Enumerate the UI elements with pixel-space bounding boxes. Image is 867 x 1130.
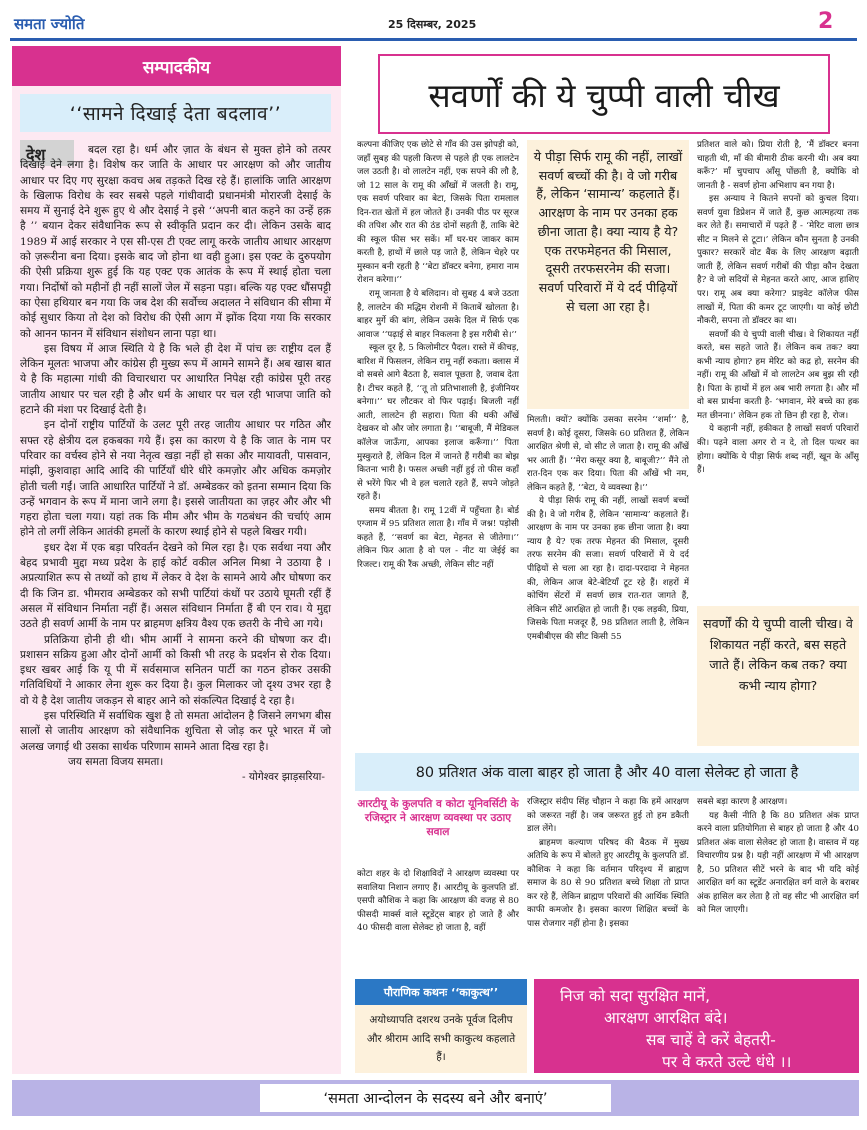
mythology-text: अयोध्यापति दशरथ उनके पूर्वज दिलीप और श्रीराम आदि सभी काकुत्थ कहलाते हैं। [366, 1014, 516, 1063]
editorial-paragraph: प्रतिक्रिया होनी ही थी। भीम आर्मी ने सामना करने की घोषणा कर दी। प्रशासन सक्रिय हुआ और दोनों आर्मी को किसी भी तरह के प्रदर्शन से रोक दिया। इधर खबर आई कि यू पी में सर्वसमाज सनितन पार्टी का गठन होकर उसकी गतिविधियों ने आकार लेना शुरू कर दिया है। कुल मिलाकर जो दृश्य उभर रहा है वो ये है देश जातीय जकड़न से बाहर आने को संकल्पित दिखाई दे रहा है। [20, 633, 331, 707]
story-paragraph: यह कैसी नीति है कि 80 प्रतिशत अंक प्राप्त करने वाला प्रतियोगिता से बाहर हो जाता है और 40 प्रतिशत अंक वाला सेलेक्ट हो जाता है। वास्तव में यह विचारणीय प्रश्न है। यही नहीं आरक्षण में भी आरक्षण है, 50 प्रतिशत सीटें भरने के बाद भी यदि कोई आरक्षित वर्ग का स्टूडेंट अनारक्षित वर्ग वाले के बराबर अंक हासिल कर लेता है तो वह सीट भी आरक्षित वर्ग को मिल जाएगी। [697, 810, 859, 916]
feature-paragraph: समय बीतता है। रामू 12वीं में पहुँचता है। बोर्ड एग्जाम में 95 प्रतिशत लाता है। गाँव में जश्न! पड़ोसी कहते हैं, ‘‘सवर्ण का बेटा, मेहनत से जीतेगा।’’ लेकिन फिर आता है वो पल - नीट या जेईई का रिजल्ट। रामू की रैंक अच्छी, लेकिन सीट नहीं [357, 505, 519, 570]
second-story-subhead-box [357, 797, 519, 867]
second-story-headline-box [355, 753, 859, 791]
slogan-box [534, 979, 859, 1073]
second-story-col-2 [527, 796, 689, 974]
editorial-paragraph: बदल रहा है। धर्म और ज़ात के बंधन से मुक्त होने को तत्पर दिखाई देने लगा है। विशेष कर जाति के आधार पर आरक्षण को और जातीय आधार पर दिए गए सुरक्षा कवच अब तड़कते दिख रहे हैं। हालांकि जाति आरक्षण के खिलाफ विरोध के स्वर सबसे पहले गांधीवादी प्रधानमंत्री मोरारजी देसाई के समय में सुनाई देने शुरू हुए थे और देसाई ने इसे ‘‘अपनी बात कहने का उन्हें हक़ है ’’ बयान देकर संवैधानिक रूप से स्वीकृति प्रदान कर दी। लेकिन उसके बाद 1989 में आई सरकार ने एस सी-एस टी एक्ट लागू करके जातीय आधार आरक्षण को ज़रूरीना बना दिया। इसके बाद जो होना था वही हुआ। इस एक्ट के दुरुपयोग की ऐसी प्रक्रिया शुरू हुई कि यह एक्ट एक आतंक के रूप में स्थाई होता चला गया। निर्दोषों को महीनों ही नहीं सालों जेल में सड़ना पड़ा। बल्कि यह एक्ट धौंसपट्टी का ऐसा हथियार बन गया कि जब देश की सर्वोच्च अदालत ने संविधान की सीमा में कोई सुधार किया तो देश को विरोध की ऐसी आग में झोंक दिया गया कि सरकार को आनन फानन में संविधान संशोधन लाना पड़ा था। [20, 144, 331, 340]
feature-col-1 [357, 139, 519, 745]
editorial-body [12, 86, 341, 1074]
second-story-col-1 [357, 868, 519, 974]
editorial-signature: - योगेश्वर झाड़सरिया- [241, 771, 325, 784]
editorial-text [20, 143, 331, 785]
mythology-label: पौराणिक कथनः ‘‘काकुत्थ’’ [383, 985, 499, 999]
dropcap: देश [20, 140, 74, 166]
story-paragraph: ब्राहमण कल्याण परिषद की बैठक में मुख्य अतिथि के रूप में बोलते हुए आरटीयू के कुलपति डॉ. कौशिक ने कहा कि वर्तमान परिदृश्य में ब्राह्मण समाज के 80 से 90 प्रतिशत बच्चे शिक्षा तो प्राप्त कर रहे हैं, लेकिन ब्राह्मण परिवारों की आर्थिक स्थिति काफी कमजोर है। इसका कारण शिक्षित बच्चों के पास रोजगार नहीं होना है। इसका [527, 837, 689, 929]
pullquote-1: ये पीड़ा सिर्फ रामू की नहीं, लाखों सवर्ण बच्चों की है। वे जो गरीब हैं, लेकिन ‘सामान्य’ कहलाते हैं। आरक्षण के नाम पर उनका हक छीना जाता है। क्या न्याय है ये? एक तरफमेहनत की मिसाल, दूसरी तरफसरनेम की सजा। सवर्ण परिवारों में ये दर्द पीढ़ियों से चला आ रहा है। [533, 149, 683, 314]
second-story-headline: 80 प्रतिशत अंक वाला बाहर हो जाता है और 40 वाला सेलेक्ट हो जाता है [415, 764, 799, 781]
editorial-paragraph: इस परिस्थिति में सर्वाधिक खुश है तो समता आंदोलन है जिसने लगभग बीस सालों से जातीय आरक्षण को संवैधानिक शुचिता से जोड़ कर पूरे भारत में जो अलख जगाई थी उसका सार्थक परिणाम सामने आता दिख रहा है। [20, 709, 331, 753]
editorial-title-box [20, 94, 331, 132]
section-label: सम्पादकीय [142, 57, 211, 78]
paper-name: समता ज्योति [14, 15, 85, 33]
mythology-label-box [355, 979, 527, 1005]
editorial-paragraph: इधर देश में एक बड़ा परिवर्तन देखने को मिल रहा है। एक सर्वथा नया और बेहद प्रभावी मुद्दा मध्य प्रदेश के हाई कोर्ट वकील अनिल मिश्रा ने उठाया है । अप्रत्याशित रूप से तथ्यों को हाथ में लेकर वे देश के सामने आये और घोषणा कर दी कि जिन डा. भीमराव अम्बेडकर को सभी पार्टियां कंधों पर उठाये घूमती रहीं हैं असल में संविधान निर्माता नहीं हैं। असल संविधान निर्माता हैं बी एन राव। ये मुद्दा उठते ही सवर्ण आर्मी के नाम पर ब्राहमण क्षत्रिय वैश्य एक छतरी के नीचे आ गये। [20, 541, 331, 631]
editorial-paragraph: इस विषय में आज स्थिति ये है कि भले ही देश में पांच छः राष्ट्रीय दल हैं लेकिन मूलतः भाजपा और कांग्रेस ही मुख्य रूप में आमने सामने हैं। अब खास बात ये है कि महात्मा गांधी की विचारधारा पर आधारित निपेक्ष रही कांग्रेस पूरी तरह जातीय आधार पर चल रही है और धर्म के आधार पर चल रही भाजपा जाति को हटाने की मंशा पर दिखाई देती है। [20, 342, 331, 417]
footer-slogan: ‘समता आन्दोलन के सदस्य बने और बनाएं’ [323, 1091, 548, 1107]
editorial-paragraph: इन दोनों राष्ट्रीय पार्टियों के उलट पूरी तरह जातीय आधार पर गठित और सफ्त रहे क्षेत्रीय दल हकबका गये हैं। इस का कारण ये है कि जात के नाम पर परिवार का वर्चस्व होने से नया नेतृत्व खड़ा नहीं हो सका और मायावती, पासवान, मांझी, कुशवाहा आदि आदि की पार्टियाँ धीरे धीरे कमज़ोर और अधिक कमज़ोर होती चली गईं। जाति आधारित पार्टियों ने डॉ. अम्बेडकर को इतना सम्मान दिया कि उन्हें भगवान के रूप में माना जाने लगा है। इससे जातीयता का ज़हर और और भी गहरा होता चला गया। यहां तक कि मीम और भीम के गठबंधन की चर्चाएं आम होने तो लगीं लेकिन आतंकी हमलों के कारण स्थाई होने से पहले बिखर गयी। [20, 419, 331, 539]
feature-paragraph: प्रतिशत वाले को। प्रिया रोती है, ‘मैं डॉक्टर बनना चाहती थी, माँ की बीमारी ठीक करनी थी। अब क्या करूँ?’ माँ चुपचाप आँसू पोंछती है, क्योंकि वो जानती है - सवर्ण होना अभिशाप बन गया है। [697, 140, 859, 191]
story-paragraph: सबसे बड़ा कारण है आरक्षण। [697, 797, 788, 807]
editorial-closing: जय समता विजय समता। [68, 755, 164, 768]
feature-headline-box [378, 54, 830, 134]
feature-headline: सवर्णों की ये चुप्पी वाली चीख [428, 75, 780, 115]
footer-slogan-box [260, 1084, 611, 1112]
slogan-line: पर वे करते उल्टे धंधे ।। [662, 1053, 792, 1071]
editorial-header [12, 46, 341, 86]
pullquote-2: सवर्णों की ये चुप्पी वाली चीख। वे शिकायत नहीं करते, बस सहते जाते हैं। लेकिन कब तक? क्या कभी न्याय होगा? [703, 616, 853, 693]
pullquote-2-box [697, 606, 859, 746]
page-number: 2 [818, 9, 834, 34]
editorial-title: ‘‘सामने दिखाई देता बदलाव’’ [69, 103, 282, 125]
feature-paragraph: रामू जानता है ये बलिदान। वो सुबह 4 बजे उठता है, लालटेन की मद्धिम रोशनी में किताबें खोलता है। बाहर मुर्गे की बांग, लेकिन उसके दिल में सिर्फ एक आवाज ‘‘पढ़ाई से बाहर निकलना है इस गरीबी से।’’ [357, 289, 519, 340]
feature-paragraph: ये कहानी नहीं, हकीकत है लाखों सवर्ण परिवारों की। पढ़ने वाला अगर रो न दे, तो दिल पत्थर का होगा। क्योंकि ये पीड़ा सिर्फ शब्द नहीं, खून के आँसू हैं। [697, 424, 859, 476]
slogan-line: निज को सदा सुरक्षित मानें, [560, 987, 711, 1005]
pullquote-1-box [527, 140, 689, 409]
feature-paragraph: सवर्णों की ये चुप्पी वाली चीख। वे शिकायत नहीं करते, बस सहते जाते हैं। लेकिन कब तक? क्या कभी न्याय होगा? हम मेरिट को कद्र हो, सरनेम की नहीं। रामू की आँखों में वो लालटेन अब बुझ सी रही है। पिता के हाथों में हल अब भारी लगता है। और माँ वो बस प्रार्थना करती है- ‘भगवान, मेरे बच्चे का हक मत छीनना।’ लेकिन हक तो छिन ही रहा है, रोज। [697, 329, 859, 421]
story-paragraph: कोटा शहर के दो शिक्षाविदों ने आरक्षण व्यवस्था पर सवालिया निशान लगाए हैं। आरटीयू के कुलपति डॉ. एसपी कौशिक ने कहा कि आरक्षण की वजह से 80 फीसदी मार्क्स वाले स्टूडेंट्स बाहर हो जाते हैं और 40 फीसदी वाला सेलेक्ट हो जाता है, वहीं [357, 869, 519, 934]
issue-date: 25 दिसम्बर, 2025 [388, 18, 477, 31]
feature-paragraph: ये पीड़ा सिर्फ रामू की नहीं, लाखों सवर्ण बच्चों की है। वे जो गरीब हैं, लेकिन ‘सामान्य’ कहलाते हैं। आरक्षण के नाम पर उनका हक छीना जाता है। क्या न्याय है ये? एक तरफ मेहनत की मिसाल, दूसरी तरफ सरनेम की सजा। सवर्ण परिवारों में ये दर्द पीढ़ियों से चला आ रहा है। दादा-परदादा ने मेहनत की, लेकिन आज बेटे-बेटियाँ टूट रहे हैं। शहरों में कोचिंग सेंटरों में सवर्ण छात्र रात-रात जागते हैं, लेकिन सीटें आरक्षित हो जाती हैं। एक लड़की, प्रिया, जिसके पिता मजदूर हैं, 98 प्रतिशत लाती है, लेकिन एमबीबीएस की सीट किसी 55 [527, 496, 689, 642]
slogan-line: सब चाहें वे करें बेहतरी- [646, 1031, 776, 1049]
editorial [12, 46, 341, 1074]
feature-paragraph: मिलती। क्यों? क्योंकि उसका सरनेम ‘‘शर्मा’’ है, सवर्ण है। कोई दूसरा, जिसके 60 प्रतिशत हैं, लेकिन आरक्षित श्रेणी से, वो सीट ले जाता है। रामू की आँखें भर आती हैं। ‘‘मेरा कसूर क्या है, बाबूजी?’’ मैंने तो रात-दिन एक कर दिया। पिता की आँखें भी नम, लेकिन कहते हैं, ‘‘बेटा, ये व्यवस्था है।’’ [527, 415, 689, 493]
feature-paragraph: स्कूल दूर है, 5 किलोमीटर पैदल। रास्ते में कीचड़, बारिश में फिसलन, लेकिन रामू नहीं रुकता। क्लास में वो सबसे आगे बैठता है, सवाल पूछता है, जवाब देता है। टीचर कहते हैं, ‘‘तू तो प्रतिभाशाली है, इंजीनियर बनेगा।’’ घर लौटकर वो फिर पढ़ाई। बिजली नहीं आती, लालटेन ही सहारा। पिता की थकी आँखें देखकर वो और जोर लगाता है। ‘‘बाबूजी, मैं मेडिकल कॉलेज जाऊँगा, आपका इलाज करूँगा।’’ पिता मुस्कुराते हैं, लेकिन दिल में जानते हैं गरीबी का बोझ कितना भारी है। फसल अच्छी नहीं हुई तो फीस कहाँ से भरेंगे फिर भी वे हल चलाते रहते हैं, सपने जोड़ते रहते हैं। [357, 343, 519, 503]
feature-paragraph: कल्पना कीजिए एक छोटे से गाँव की उस झोपड़ी को, जहाँ सुबह की पहली किरण से पहले ही एक लालटेन जल उठती है। वो लालटेन नहीं, एक सपने की लौ है, जो 12 साल के रामू की आँखों में जलती है। रामू, एक सवर्ण परिवार का बेटा, जिसके पिता रामलाल दिन-रात खेतों में हल जोतते हैं। उनकी पीठ पर सूरज की तपिश और रात की ठंड दोनों सहती हैं, ताकि बेटे की स्कूल फीस भर सकें। माँ घर-घर जाकर काम करती है, हाथों में छाले पड़ जाते हैं, लेकिन चेहरे पर मुस्कान बनी रहती है ‘‘बेटा डॉक्टर बनेगा, हमारा नाम रोशन करेगा।’’ [357, 140, 519, 286]
story-paragraph: रजिस्ट्रार संदीप सिंह चौहान ने कहा कि हमें आरक्षण को जरूरत नहीं है। जब जरूरत हुई तो हम डकैती डाल लेंगे। [527, 797, 689, 835]
second-story-subhead: आरटीयू के कुलपति व कोटा यूनिवर्सिटी के रजिस्ट्रार ने आरक्षण व्यवस्था पर उठाए सवाल [357, 798, 519, 839]
feature-col-2 [527, 414, 689, 746]
mythology-box [355, 979, 527, 1073]
masthead [0, 0, 867, 44]
second-story-col-3 [697, 796, 859, 974]
feature-paragraph: इस अन्याय ने कितने सपनों को कुचल दिया। सवर्ण युवा डिप्रेशन में जाते हैं, कुछ आत्महत्या तक कर लेते हैं। समाचारों में पढ़ते हैं - ‘मेरिट वाला छात्र सीट न मिलने से टूटा।’ लेकिन कौन सुनता है उनकी पुकार? सरकारें वोट बैंक के लिए आरक्षण बढ़ाती जाती हैं, लेकिन सवर्ण गरीबों की पीड़ा कौन देखता है? वे जो सदियों से मेहनत करते आए, आज हाशिए पर। रामू अब क्या करेगा? प्राइवेट कॉलेज फीस लाखों में, पिता की कमर टूट जाएगी। या कोई छोटी नौकरी, सपना तो डॉक्टर का था। [697, 194, 859, 327]
masthead-rule [10, 38, 857, 41]
footer-band [12, 1080, 859, 1116]
slogan-line: आरक्षण आरक्षित बंदे। [604, 1009, 728, 1027]
feature-col-3 [697, 139, 859, 602]
